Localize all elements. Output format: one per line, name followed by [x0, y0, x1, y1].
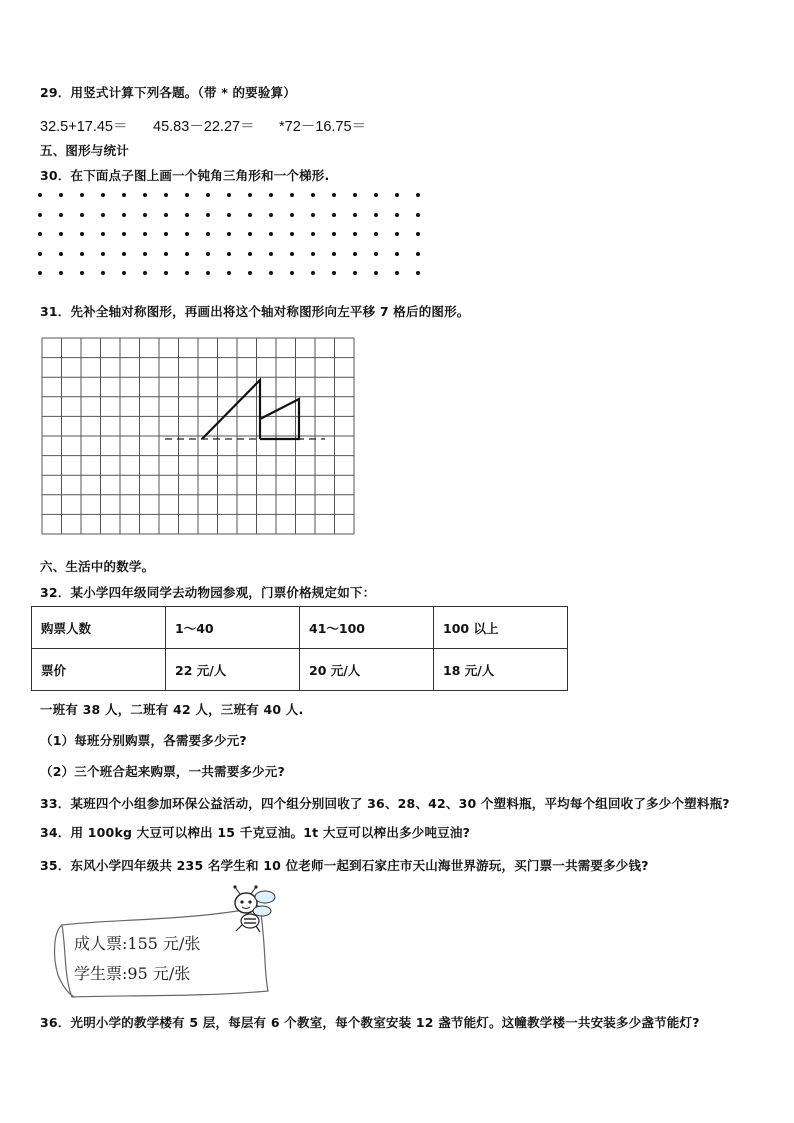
- grid-dot: [38, 252, 42, 256]
- grid-dot: [164, 232, 168, 236]
- grid-dot: [374, 271, 378, 275]
- q32-title: 32．某小学四年级同学去动物园参观，门票价格规定如下：: [40, 585, 376, 600]
- grid-dot: [353, 252, 357, 256]
- table-cell: 100 以上: [434, 607, 568, 649]
- grid-dot: [185, 252, 189, 256]
- grid-dot: [101, 232, 105, 236]
- table-cell: 20 元/人: [300, 649, 434, 691]
- grid-dot: [332, 193, 336, 197]
- grid-dot: [59, 193, 63, 197]
- grid-dot: [101, 213, 105, 217]
- table-cell: 22 元/人: [166, 649, 300, 691]
- q33-text: 33．某班四个小组参加环保公益活动，四个组分别回收了 36、28、42、30 个塑料瓶，平均每个组回收了多少个塑料瓶?: [40, 796, 730, 811]
- grid-dot: [416, 213, 420, 217]
- q29-expression-2: 45.83－22.27＝: [153, 119, 255, 135]
- grid-dot: [164, 213, 168, 217]
- grid-dot: [248, 213, 252, 217]
- grid-dot: [185, 271, 189, 275]
- grid-dot: [290, 213, 294, 217]
- grid-dot: [311, 271, 315, 275]
- grid-dot: [164, 193, 168, 197]
- grid-dot: [269, 252, 273, 256]
- grid-dot: [80, 271, 84, 275]
- grid-dot: [206, 232, 210, 236]
- grid-dot: [59, 213, 63, 217]
- grid-dot: [332, 271, 336, 275]
- q29-expression-1: 32.5+17.45＝: [40, 119, 128, 135]
- grid-dot: [38, 213, 42, 217]
- grid-dot: [290, 252, 294, 256]
- grid-dot: [143, 232, 147, 236]
- grid-dot: [311, 213, 315, 217]
- grid-dot: [416, 271, 420, 275]
- grid-dot: [290, 193, 294, 197]
- grid-dot: [185, 232, 189, 236]
- grid-dot: [269, 232, 273, 236]
- grid-dot: [227, 271, 231, 275]
- grid-dot: [80, 213, 84, 217]
- grid-dot: [374, 232, 378, 236]
- q29-title: 29．用竖式计算下列各题。（带 * 的要验算）: [40, 85, 296, 100]
- figure-left-triangle: [202, 380, 260, 439]
- grid-dot: [374, 252, 378, 256]
- grid-dot: [206, 193, 210, 197]
- grid-dot: [143, 271, 147, 275]
- grid-dot: [38, 232, 42, 236]
- grid-dot: [143, 213, 147, 217]
- grid-dot: [122, 213, 126, 217]
- grid-dot: [59, 271, 63, 275]
- grid-dot: [248, 271, 252, 275]
- grid-dot: [185, 213, 189, 217]
- q36-text: 36．光明小学的教学楼有 5 层，每层有 6 个教室，每个教室安装 12 盏节能灯。这幢教学楼一共安装多少盏节能灯?: [40, 1015, 700, 1030]
- grid-dot: [395, 193, 399, 197]
- grid-dot: [269, 271, 273, 275]
- grid-dot: [80, 252, 84, 256]
- grid-dot: [311, 232, 315, 236]
- grid-dot: [353, 232, 357, 236]
- table-row: [32, 649, 568, 691]
- grid-dot: [122, 271, 126, 275]
- grid-dot: [332, 252, 336, 256]
- grid-dot: [164, 271, 168, 275]
- grid-dot: [332, 213, 336, 217]
- grid-dot: [206, 271, 210, 275]
- dot-grid: [0, 0, 794, 300]
- table-row: [32, 607, 568, 649]
- sign-student-price: 学生票:95 元/张: [74, 964, 191, 983]
- grid-dot: [101, 252, 105, 256]
- q32-sub-question-1: （1）每班分别购票，各需要多少元?: [40, 733, 247, 748]
- table-cell: 41～100: [300, 607, 434, 649]
- grid-dot: [248, 252, 252, 256]
- section-6-heading: 六、生活中的数学。: [40, 559, 155, 574]
- section-5-heading: 五、图形与统计: [40, 143, 129, 158]
- grid-dot: [374, 213, 378, 217]
- grid-dot: [227, 252, 231, 256]
- grid-dot: [311, 193, 315, 197]
- grid-dot: [416, 193, 420, 197]
- grid-dot: [59, 252, 63, 256]
- grid-dot: [311, 252, 315, 256]
- grid-dot: [269, 213, 273, 217]
- grid-dot: [227, 213, 231, 217]
- grid-dot: [101, 271, 105, 275]
- grid-dot: [332, 232, 336, 236]
- grid-dot: [80, 193, 84, 197]
- grid-dot: [395, 271, 399, 275]
- table-cell: 购票人数: [32, 607, 166, 649]
- bee-mascot-icon: [220, 885, 280, 935]
- grid-dot: [38, 271, 42, 275]
- square-grid-figure: [40, 336, 363, 542]
- q32-info: 一班有 38 人，二班有 42 人，三班有 40 人.: [40, 702, 304, 717]
- grid-dot: [248, 193, 252, 197]
- grid-dot: [143, 193, 147, 197]
- grid-dot: [395, 213, 399, 217]
- grid-dot: [80, 232, 84, 236]
- grid-dot: [227, 193, 231, 197]
- figure-right-part: [260, 399, 299, 439]
- q34-text: 34．用 100kg 大豆可以榨出 15 千克豆油。1t 大豆可以榨出多少吨豆油?: [40, 825, 471, 840]
- q31-title: 31．先补全轴对称图形，再画出将这个轴对称图形向左平移 7 格后的图形。: [40, 304, 470, 319]
- grid-dot: [164, 252, 168, 256]
- table-cell: 18 元/人: [434, 649, 568, 691]
- q30-title: 30．在下面点子图上画一个钝角三角形和一个梯形.: [40, 168, 330, 183]
- grid-dot: [290, 271, 294, 275]
- q29-expression-3: *72－16.75＝: [279, 119, 367, 135]
- table-cell: 票价: [32, 649, 166, 691]
- grid-dot: [38, 193, 42, 197]
- grid-dot: [248, 232, 252, 236]
- grid-dot: [122, 232, 126, 236]
- grid-dot: [101, 193, 105, 197]
- grid-dot: [269, 193, 273, 197]
- grid-dot: [290, 232, 294, 236]
- grid-dot: [59, 232, 63, 236]
- grid-dot: [206, 252, 210, 256]
- grid-dot: [353, 213, 357, 217]
- grid-dot: [122, 252, 126, 256]
- grid-dot: [395, 232, 399, 236]
- ticket-price-sign: [50, 885, 290, 1015]
- grid-dot: [416, 232, 420, 236]
- q32-sub-question-2: （2）三个班合起来购票，一共需要多少元?: [40, 764, 285, 779]
- grid-dot: [353, 193, 357, 197]
- table-cell: 1～40: [166, 607, 300, 649]
- grid-dot: [416, 252, 420, 256]
- grid-dot: [395, 252, 399, 256]
- grid-dot: [353, 271, 357, 275]
- grid-dot: [374, 193, 378, 197]
- sign-adult-price: 成人票:155 元/张: [74, 934, 201, 953]
- grid-dot: [227, 232, 231, 236]
- ticket-price-table: [31, 606, 568, 691]
- grid-dot: [143, 252, 147, 256]
- q35-title: 35．东风小学四年级共 235 名学生和 10 位老师一起到石家庄市天山海世界游玩，买门票一共需要多少钱?: [40, 858, 649, 873]
- grid-dot: [206, 213, 210, 217]
- grid-dot: [185, 193, 189, 197]
- grid-dot: [122, 193, 126, 197]
